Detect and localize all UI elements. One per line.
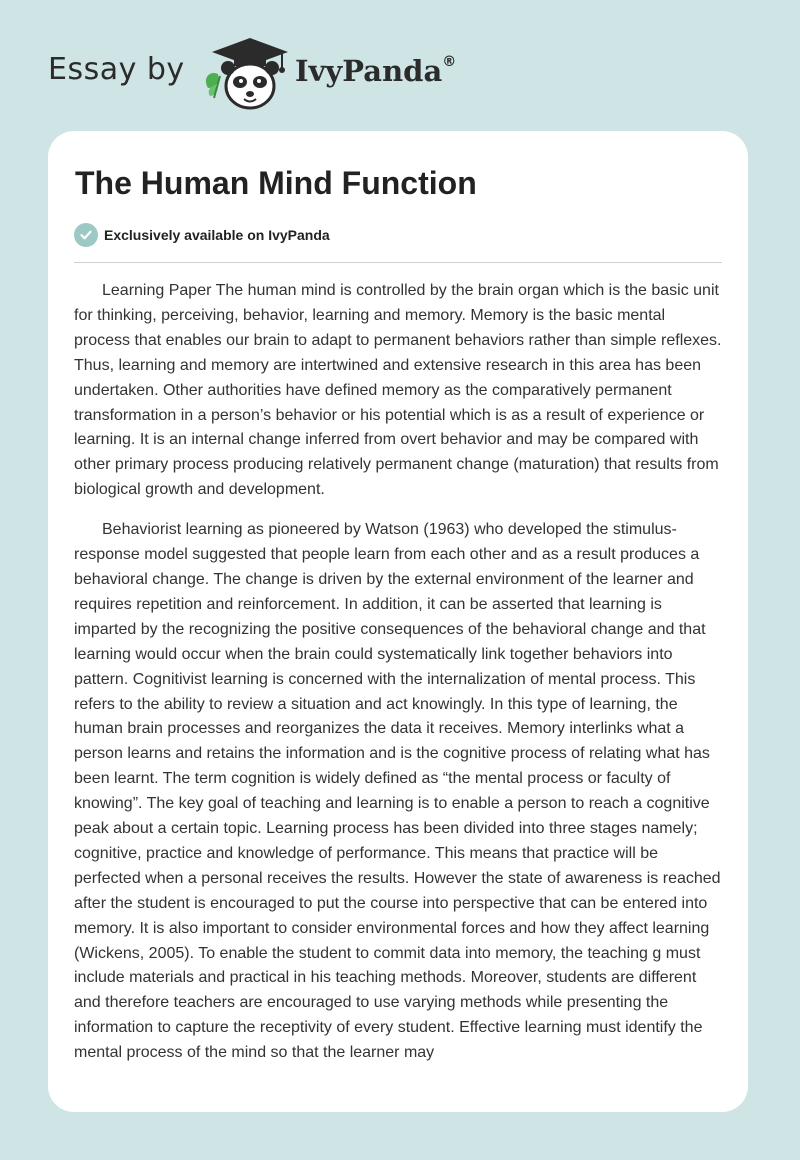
title-divider: [74, 262, 722, 263]
check-circle-icon: [74, 223, 98, 247]
brand-name-text: IvyPanda: [295, 54, 443, 88]
essay-paragraph-2: Behaviorist learning as pioneered by Watson (1963) who developed the stimulus-response model suggested that people learn from each other and as a result produces a behavioral change. The change is driven by the external environment of the learner and requires repetition and reinforcement. In addition, it can be asserted that learning is imparted by the recognizing the positive consequences of the behavioral change and that learning would occur when the brain could systematically link together behaviors into pattern. Cognitivist learning is concerned with the internalization of mental process. This refers to the ability to review a situation and act knowingly. In this type of learning, the human brain processes and reorganizes the data it receives. Memory interlinks what a person learns and retains the information and is the cognitive process of relating what has been learnt. The term cognition is widely defined as “the mental process or faculty of knowing”. The key goal of teaching and learning is to enable a person to reach a cognitive peak about a certain topic. Learning process has been divided into three stages namely; cognitive, practice and knowledge of performance. This means that practice will be perfected when a personal receives the results. However the state of awareness is reached after the student is encouraged to put the course into perspective that can be entered into memory. It is also important to consider environmental forces and how they affect learning (Wickens, 2005). To enable the student to commit data into memory, the teaching g must include materials and practical in his teaching methods. Moreover, students are different and therefore teachers are encouraged to use varying methods while presenting the information to capture the receptivity of every student. Effective learning must identify the mental process of the mind so that the learner may: [74, 521, 721, 1062]
brand-name[interactable]: [295, 54, 456, 88]
essay-body: [74, 279, 724, 1081]
essay-card: [48, 131, 748, 1112]
site-header: [48, 30, 548, 110]
exclusive-badge: [74, 223, 330, 247]
page-title: The Human Mind Function: [75, 165, 477, 201]
panda-graduate-logo-icon[interactable]: [200, 36, 288, 112]
registered-mark: ®: [442, 54, 457, 71]
essay-by-label: Essay by: [48, 52, 185, 87]
exclusive-badge-label: Exclusively available on IvyPanda: [104, 227, 330, 243]
essay-paragraph-1: Learning Paper The human mind is controlled by the brain organ which is the basic unit for thinking, perceiving, behavior, learning and memory. Memory is the basic mental process that enables our brain to adapt to permanent behaviors rather than simple reflexes. Thus, learning and memory are intertwined and extensive research in this area has been undertaken. Other authorities have defined memory as the comparatively permanent transformation in a person’s behavior or his potential which is as a result of experience or learning. It is an internal change inferred from overt behavior and may be compared with other primary process producing relatively permanent change (maturation) that results from biological growth and development.: [74, 282, 722, 499]
